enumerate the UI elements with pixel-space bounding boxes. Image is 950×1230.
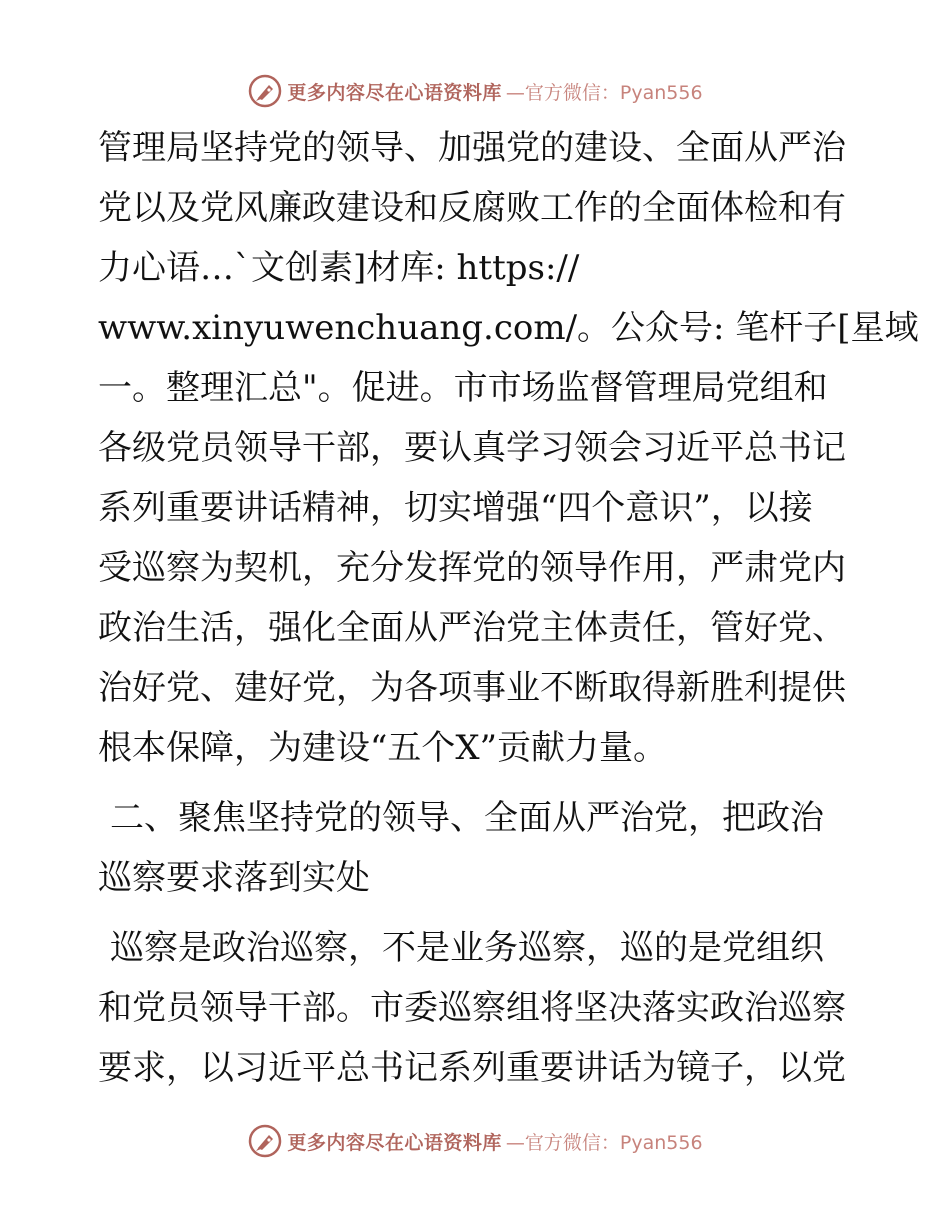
text-line: 党以及党风廉政建设和反腐败工作的全面体检和有 — [98, 188, 846, 228]
text-line: 系列重要讲话精神，切实增强“四个意识”，以接 — [98, 488, 813, 528]
text-line: www.xinyuwenchuang.com/。公众号: 笔杆子[星域 — [98, 308, 919, 348]
text-line: 受巡察为契机，充分发挥党的领导作用，严肃党内 — [98, 548, 846, 588]
text-line: 管理局坚持党的领导、加强党的建设、全面从严治 — [98, 128, 846, 168]
text-line: 治好党、建好党，为各项事业不断取得新胜利提供 — [98, 668, 846, 708]
text-line: 各级党员领导干部，要认真学习领会习近平总书记 — [98, 428, 846, 468]
watermark-contact: —官方微信：Pyan556 — [505, 1131, 703, 1154]
footer-watermark — [0, 1119, 950, 1163]
text-line: 巡察是政治巡察，不是业务巡察，巡的是党组织 — [110, 928, 824, 968]
pen-nib-logo-icon — [247, 1123, 283, 1159]
text-line: 和党员领导干部。市委巡察组将坚决落实政治巡察 — [98, 988, 846, 1028]
watermark-label: 更多内容尽在心语资料库 — [287, 81, 502, 104]
text-line: 力心语…`文创素]材库: https:// — [98, 248, 580, 288]
text-line: 一。整理汇总"。促进。市市场监督管理局党组和 — [98, 368, 828, 408]
text-line: 要求，以习近平总书记系列重要讲话为镜子，以党 — [98, 1048, 846, 1088]
heading-line: 巡察要求落到实处 — [98, 858, 370, 898]
watermark-label: 更多内容尽在心语资料库 — [287, 1131, 502, 1154]
text-line: 政治生活，强化全面从严治党主体责任，管好党、 — [98, 608, 846, 648]
text-line: 根本保障，为建设“五个X”贡献力量。 — [98, 728, 667, 768]
pen-nib-logo-icon — [247, 73, 283, 109]
section-heading — [98, 788, 858, 908]
watermark-contact: —官方微信：Pyan556 — [505, 81, 703, 104]
paragraph — [98, 118, 919, 778]
document-body — [98, 118, 919, 1098]
paragraph — [98, 918, 858, 1098]
header-watermark — [0, 69, 950, 113]
heading-line: 二、聚焦坚持党的领导、全面从严治党，把政治 — [110, 798, 824, 838]
